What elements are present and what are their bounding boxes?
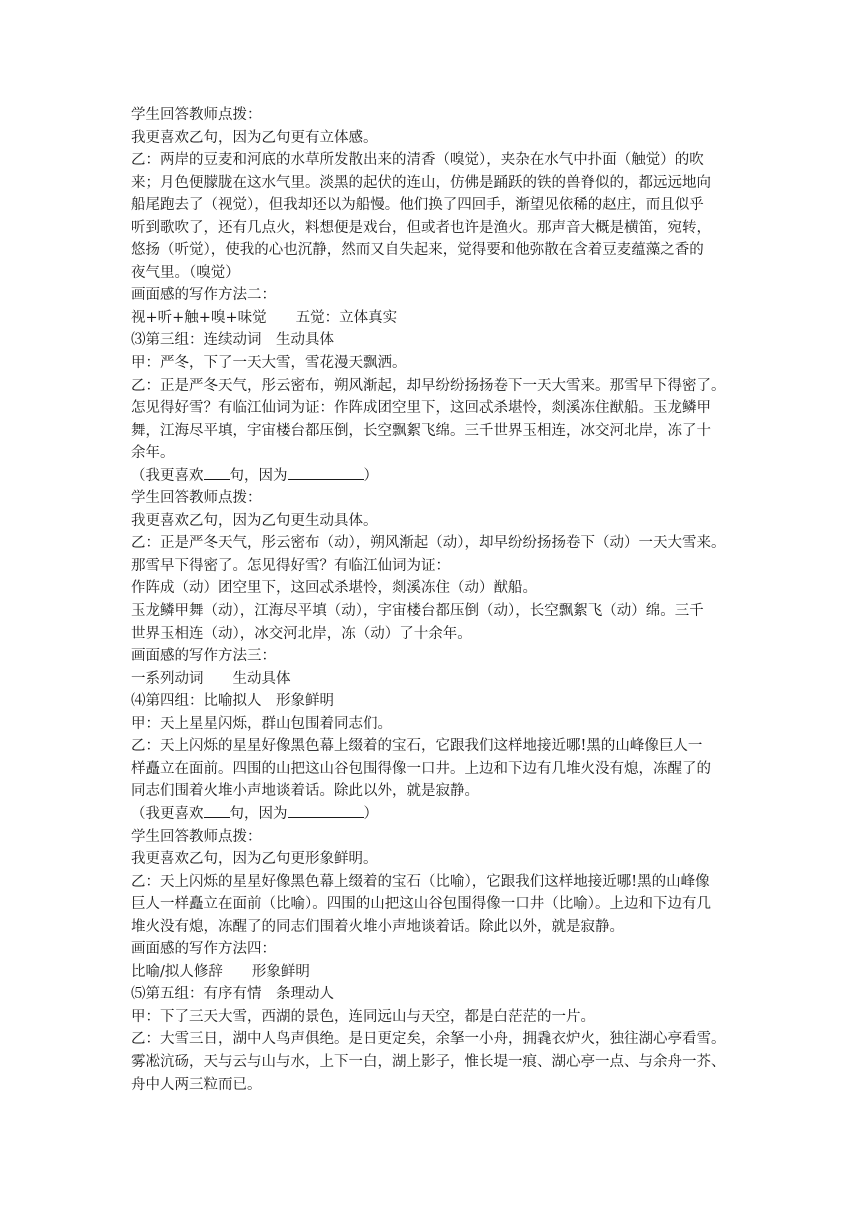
text-line: 我更喜欢乙句，因为乙句更有立体感。 (131, 129, 378, 146)
text-line: 乙：两岸的豆麦和河底的水草所发散出来的清香（嗅觉），夹杂在水气中扑面（触觉）的吹 (131, 152, 704, 169)
text-line: 视+听+触+嗅+味觉 五觉：立体真实 (131, 309, 398, 326)
text-line: 乙：正是严冬天气，彤云密布，朔风渐起，却早纷纷扬扬卷下一天大雪来。那雪早下得密了。 (131, 377, 726, 394)
text-line: 乙：大雪三日，湖中人鸟声俱绝。是日更定矣，余拏一小舟，拥毳衣炉火，独往湖心亭看雪。 (131, 1031, 726, 1048)
prompt-open: （我更喜欢 (131, 467, 204, 484)
prompt-close: ） (363, 467, 378, 484)
text-line: 船尾跑去了（视觉），但我却还以为船慢。他们换了四回手，渐望见依稀的赵庄，而且似乎 (131, 197, 704, 214)
text-line: 乙：天上闪烁的星星好像黑色幕上缀着的宝石，它跟我们这样地接近哪!黑的山峰像巨人一 (131, 738, 703, 755)
text-line: 巨人一样矗立在面前（比喻）。四围的山把这山谷包围得像一口井（比喻）。上边和下边有几 (131, 896, 711, 913)
prompt-mid: 句，因为 (229, 467, 288, 484)
fill-in-prompt (131, 465, 760, 488)
text-line: 乙：天上闪烁的星星好像黑色幕上缀着的宝石（比喻），它跟我们这样地接近哪!黑的山峰像 (131, 873, 710, 890)
text-line: 那雪早下得密了。怎见得好雪？有临江仙词为证： (131, 557, 450, 574)
text-line: 堆火没有熄，冻醒了的同志们围着火堆小声地谈着话。除此以外，就是寂静。 (131, 918, 624, 935)
prompt-open: （我更喜欢 (131, 805, 204, 822)
text-line: 乙：正是严冬天气，彤云密布（动），朔风渐起（动），却早纷纷扬扬卷下（动）一天大雪来。 (131, 535, 726, 552)
text-line: 一系列动词 生动具体 (131, 670, 291, 687)
blank-reason (288, 803, 364, 818)
blank-reason (288, 465, 364, 480)
blank-choice (204, 465, 230, 480)
text-line: 学生回答教师点拨： (131, 107, 262, 123)
prompt-mid: 句，因为 (229, 805, 288, 822)
text-line: 同志们围着火堆小声地谈着话。除此以外，就是寂静。 (131, 783, 479, 800)
text-line: ⑷第四组：比喻拟人 形象鲜明 (131, 693, 334, 710)
text-line: 学生回答教师点拨： (131, 828, 262, 845)
text-line: 画面感的写作方法四： (131, 941, 276, 958)
text-line: 舟中人两三粒而已。 (131, 1076, 262, 1093)
blank-choice (204, 803, 230, 818)
text-line: ⑸第五组：有序有情 条理动人 (131, 986, 334, 1003)
text-line: 怎见得好雪？有临江仙词为证：作阵成团空里下，这回忒杀堪怜，剡溪冻住猷船。玉龙鳞甲 (131, 400, 711, 417)
text-line: 甲：严冬，下了一天大雪，雪花漫天飘洒。 (131, 355, 407, 372)
text-line: 画面感的写作方法三： (131, 648, 276, 665)
text-line: 雾凇沆砀，天与云与山与水，上下一白，湖上影子，惟长堤一痕、湖心亭一点、与余舟一芥、 (131, 1053, 726, 1070)
text-line: 样矗立在面前。四围的山把这山谷包围得像一口井。上边和下边有几堆火没有熄，冻醒了的 (131, 760, 711, 777)
text-line: 玉龙鳞甲舞（动），江海尽平填（动），宇宙楼台都压倒（动），长空飘絮飞（动）绵。三千 (131, 603, 704, 620)
text-line: 学生回答教师点拨： (131, 490, 262, 507)
text-line: 夜气里。（嗅觉） (131, 264, 240, 281)
text-line: 我更喜欢乙句，因为乙句更生动具体。 (131, 512, 378, 529)
text-line: 悠扬（听觉），使我的心也沉静，然而又自失起来，觉得要和他弥散在含着豆麦蕴藻之香的 (131, 242, 704, 259)
text-line: 世界玉相连（动），冰交河北岸，冻（动）了十余年。 (131, 625, 472, 642)
text-line: ⑶第三组：连续动词 生动具体 (131, 332, 334, 349)
prompt-close: ） (363, 805, 378, 822)
text-line: 舞，江海尽平填，宇宙楼台都压倒，长空飘絮飞绵。三千世界玉相连，冰交河北岸，冻了十 (131, 422, 711, 439)
text-line: 甲：天上星星闪烁，群山包围着同志们。 (131, 715, 392, 732)
text-line: 来；月色便朦胧在这水气里。淡黑的起伏的连山，仿佛是踊跃的铁的兽脊似的，都远远地向 (131, 174, 711, 191)
text-line: 画面感的写作方法二： (131, 287, 276, 304)
text-line: 比喻/拟人修辞 形象鲜明 (131, 963, 310, 980)
text-line: 作阵成（动）团空里下，这回忒杀堪怜，剡溪冻住（动）猷船。 (131, 580, 537, 597)
text-line: 甲：下了三天大雪，西湖的景色，连同远山与天空，都是白茫茫的一片。 (131, 1008, 595, 1025)
fill-in-prompt (131, 803, 760, 826)
text-line: 我更喜欢乙句，因为乙句更形象鲜明。 (131, 851, 378, 868)
text-line: 余年。 (131, 445, 175, 462)
text-line: 听到歌吹了，还有几点火，料想便是戏台，但或者也许是渔火。那声音大概是横笛，宛转， (131, 219, 711, 236)
